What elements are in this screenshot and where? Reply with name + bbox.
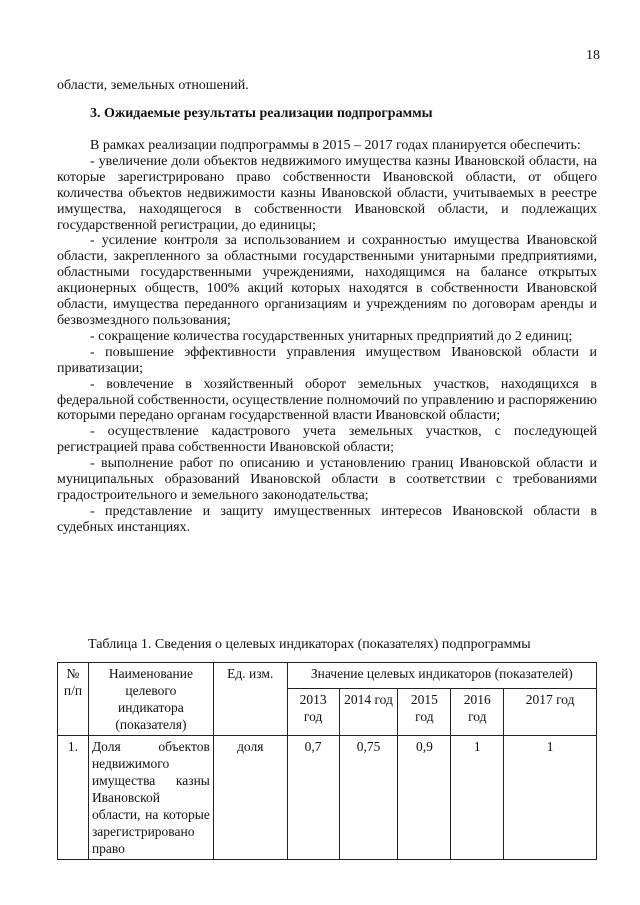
header-year: 2014 год (339, 689, 398, 736)
table-row (58, 736, 597, 860)
indicators-table (57, 662, 597, 860)
row-value: 0,7 (287, 736, 339, 860)
header-name: Наименование целевого индикатора (показателя) (88, 663, 213, 736)
bullet-item: - осуществление кадастрового учета земельных участков, с последующей регистрацией права собственности Ивановской области; (57, 424, 597, 456)
row-value: 0,9 (398, 736, 451, 860)
lead-paragraph: В рамках реализации подпрограммы в 2015 – 2017 годах планируется обеспечить: (90, 138, 581, 153)
row-value: 0,75 (339, 736, 398, 860)
row-unit: доля (213, 736, 287, 860)
header-year: 2016 год (451, 689, 504, 736)
row-value: 1 (504, 736, 597, 860)
header-unit: Ед. изм. (213, 663, 287, 736)
bullet-item: - повышение эффективности управления имуществом Ивановской области и приватизации; (57, 344, 597, 376)
header-values-group: Значение целевых индикаторов (показателей) (287, 663, 596, 689)
bullet-item: - усиление контроля за использованием и сохранностью имущества Ивановской области, закрепленного за областными государственными унитарными предприятиями, областными государственными учреждениями, находящимся на балансе открытых акционерных обществ, 100% акций которых находятся в собственности Ивановской области, имущества переданного организациям и учреждениям по договорам аренды и безвозмездного пользования; (57, 233, 597, 328)
body-text (57, 138, 597, 536)
header-num: № п/п (58, 663, 89, 736)
page-number: 18 (586, 48, 600, 63)
table-caption: Таблица 1. Сведения о целевых индикаторах (показателях) подпрограммы (88, 637, 531, 652)
bullet-item: - вовлечение в хозяйственный оборот земельных участков, находящихся в федеральной собственности, осуществление полномочий по управлению и распоряжению которыми передано органам государственной власти Ивановской области; (57, 376, 597, 424)
bullet-item: - сокращение количества государственных унитарных предприятий до 2 единиц; (90, 328, 573, 344)
row-value: 1 (451, 736, 504, 860)
bullet-item: - увеличение доли объектов недвижимого имущества казны Ивановской области, на которые зарегистрировано право собственности Ивановской области, от общего количества объектов недвижимости казны Ивановской области, учитываемых в реестре имущества, находящегося в собственности Ивановской области, и подлежащих государственной регистрации, до единицы; (57, 153, 597, 233)
section-heading: 3. Ожидаемые результаты реализации подпрограммы (90, 106, 433, 121)
bullet-item: - представление и защиту имущественных интересов Ивановской области в судебных инстанциях. (57, 503, 597, 535)
header-year: 2015 год (398, 689, 451, 736)
bullet-item: - выполнение работ по описанию и установлению границ Ивановской области и муниципальных образований Ивановской области в соответствии с требованиями градостроительного и земельного законодательства; (57, 456, 597, 503)
row-name: Доля объектов недвижимого имущества казны Ивановской области, на которые зарегистрировано право (88, 736, 213, 860)
intro-line: области, земельных отношений. (57, 78, 249, 93)
header-year: 2017 год (504, 689, 597, 736)
row-num: 1. (58, 736, 89, 860)
header-year: 2013 год (287, 689, 339, 736)
